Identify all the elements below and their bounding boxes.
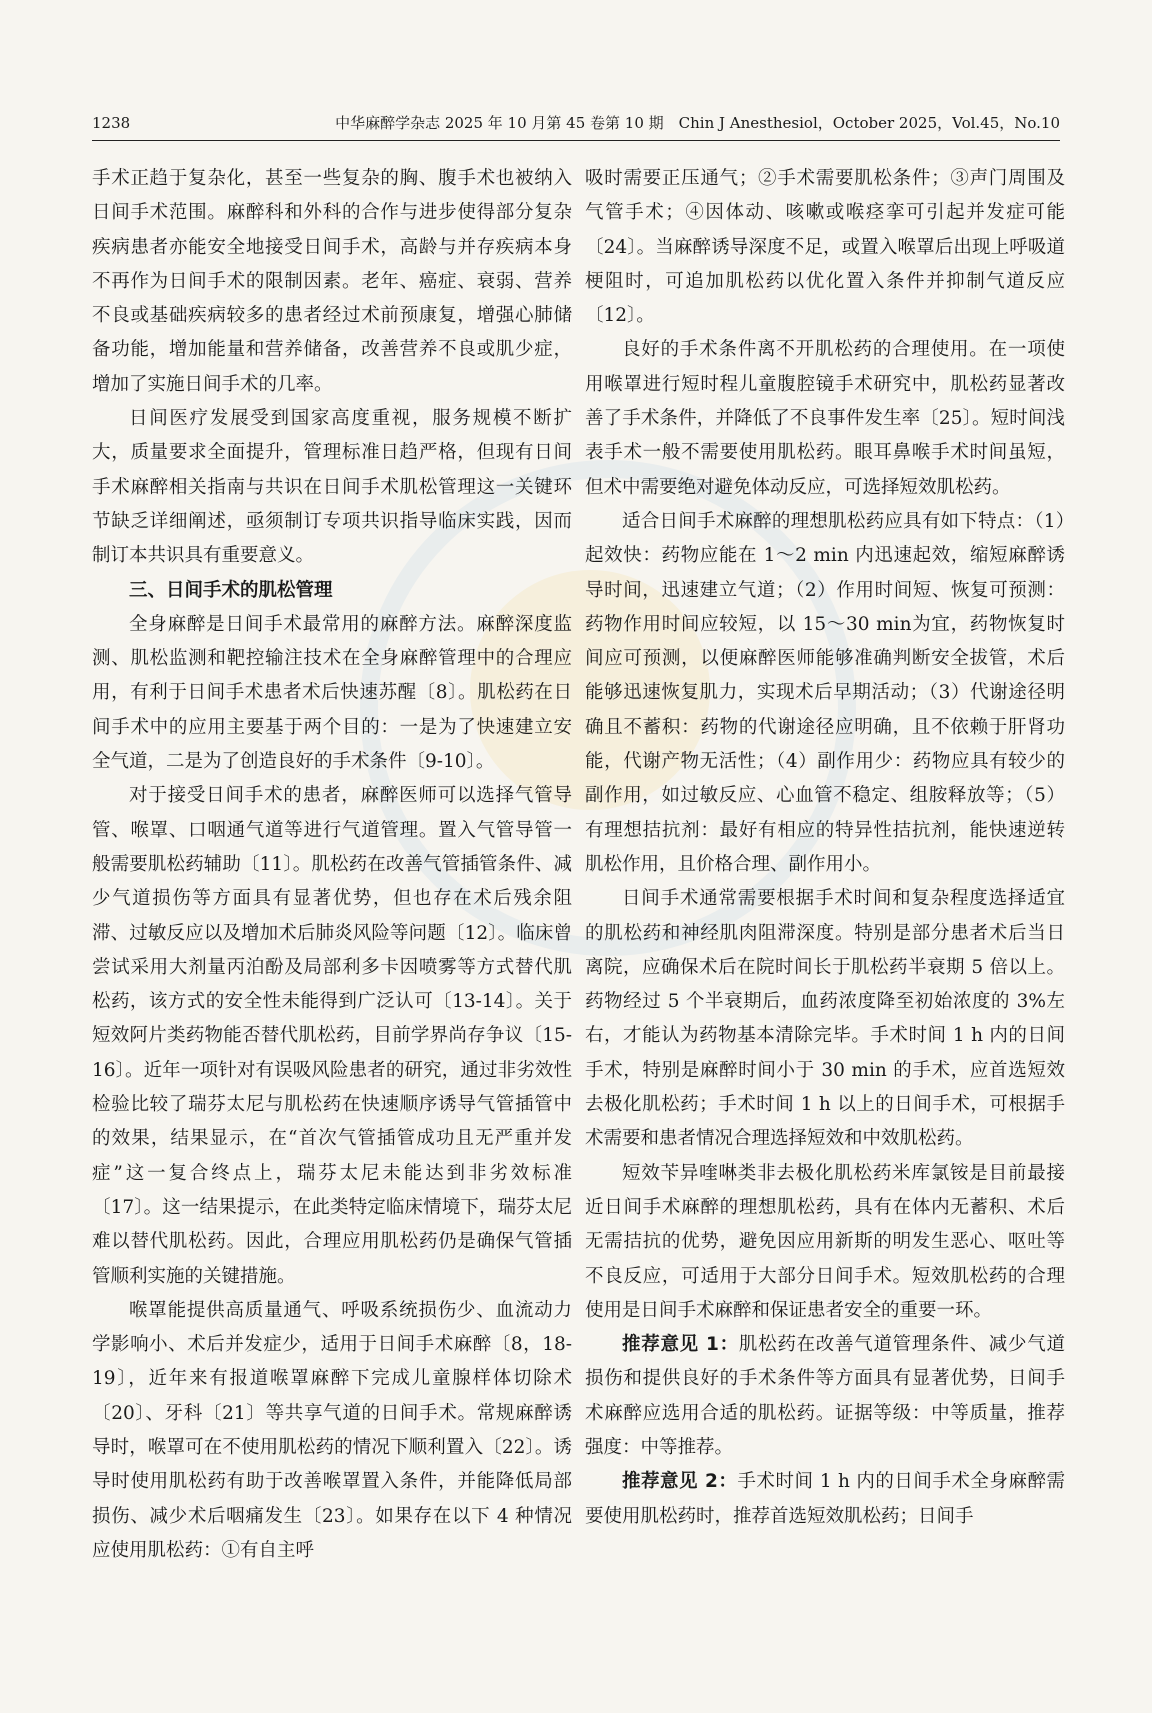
paragraph: 日间手术通常需要根据手术时间和复杂程度选择适宜的肌松药和神经肌肉阻滞深度。特别是部分患者术后当日离院，应确保术后在院时间长于肌松药半衰期 5 倍以上。药物经过 5 个半衰期后，血药浓度降至初始浓度的 3%左右，才能认为药物基本清除完毕。手术时间 1 h 内的日间手术，特别是麻醉时间小于 30 min 的手术，应首选短效去极化肌松药；手术时间 1 h 以上的日间手术，可根据手术需要和患者情况合理选择短效和中效肌松药。 (585, 888, 1065, 1150)
recommendation-text: 手术时间 1 h 内的日间手术全身麻醉需要使用肌松药时，推荐首选短效肌松药；日间手 (585, 1471, 1065, 1527)
section-heading: 三、日间手术的肌松管理 (129, 579, 333, 601)
paragraph: 全身麻醉是日间手术最常用的麻醉方法。麻醉深度监测、肌松监测和靶控输注技术在全身麻醉管理中的合理应用，有利于日间手术患者术后快速苏醒〔8〕。肌松药在日间手术中的应用主要基于两个目的：一是为了快速建立安全气道，二是为了创造良好的手术条件〔9-10〕。 (92, 613, 572, 773)
paragraph: 手术正趋于复杂化，甚至一些复杂的胸、腹手术也被纳入日间手术范围。麻醉科和外科的合作与进步使得部分复杂疾病患者亦能安全地接受日间手术，高龄与并存疾病本身不再作为日间手术的限制因素。老年、癌症、衰弱、营养不良或基础疾病较多的患者经过术前预康复，增强心肺储备功能，增加能量和营养储备，改善营养不良或肌少症，增加了实施日间手术的几率。 (92, 168, 572, 395)
paragraph: 短效苄异喹啉类非去极化肌松药米库氯铵是目前最接近日间手术麻醉的理想肌松药，具有在体内无蓄积、术后无需拮抗的优势，避免因应用新斯的明发生恶心、呕吐等不良反应，可适用于大部分日间手术。短效肌松药的合理使用是日间手术麻醉和保证患者安全的重要一环。 (585, 1162, 1065, 1321)
page-number: 1238 (92, 114, 131, 132)
paragraph: 适合日间手术麻醉的理想肌松药应具有如下特点：（1）起效快：药物应能在 1～2 min 内迅速起效，缩短麻醉诱导时间，迅速建立气道；（2）作用时间短、恢复可预测：药物作用时间应较短，以 15～30 min为宜，药物恢复时间应可预测，以便麻醉医师能够准确判断安全拔管，术后能够迅速恢复肌力，实现术后早期活动；（3）代谢途径明确且不蓄积：药物的代谢途径应明确，且不依赖于肝肾功能，代谢产物无活性；（4）副作用少：药物应具有较少的副作用，如过敏反应、心血管不稳定、组胺释放等；（5）有理想拮抗剂：最好有相应的特异性拮抗剂，能快速逆转肌松作用，且价格合理、副作用小。 (585, 510, 1065, 875)
left-column (92, 162, 572, 1568)
recommendation-label: 推荐意见 2： (622, 1471, 738, 1493)
right-column (585, 162, 1065, 1534)
recommendation-text: 肌松药在改善气道管理条件、减少气道损伤和提供良好的手术条件等方面具有显著优势，日间手术麻醉应选用合适的肌松药。证据等级：中等质量，推荐强度：中等推荐。 (585, 1334, 1065, 1458)
paragraph: 日间医疗发展受到国家高度重视，服务规模不断扩大，质量要求全面提升，管理标准日趋严格，但现有日间手术麻醉相关指南与共识在日间手术肌松管理这一关键环节缺乏详细阐述，亟须制订专项共识指导临床实践，因而制订本共识具有重要意义。 (92, 408, 572, 567)
journal-running-title: 中华麻醉学杂志 2025 年 10 月第 45 卷第 10 期 Chin J Anesthesiol，October 2025，Vol.45，No.10 (335, 114, 1060, 132)
paragraph: 良好的手术条件离不开肌松药的合理使用。在一项使用喉罩进行短时程儿童腹腔镜手术研究中，肌松药显著改善了手术条件，并降低了不良事件发生率〔25〕。短时间浅表手术一般不需要使用肌松药。眼耳鼻喉手术时间虽短，但术中需要绝对避免体动反应，可选择短效肌松药。 (585, 339, 1065, 498)
recommendation-1 (585, 1328, 1065, 1465)
page-header (92, 110, 1060, 141)
paragraph: 对于接受日间手术的患者，麻醉医师可以选择气管导管、喉罩、口咽通气道等进行气道管理。置入气管导管一般需要肌松药辅助〔11〕。肌松药在改善气管插管条件、减少气道损伤等方面具有显著优势，但也存在术后残余阻滞、过敏反应以及增加术后肺炎风险等问题〔12〕。临床曾尝试采用大剂量丙泊酚及局部利多卡因喷雾等方式替代肌松药，该方式的安全性未能得到广泛认可〔13-14〕。关于短效阿片类药物能否替代肌松药，目前学界尚存争议〔15-16〕。近年一项针对有误吸风险患者的研究，通过非劣效性检验比较了瑞芬太尼与肌松药在快速顺序诱导气管插管中的效果，结果显示，在“首次气管插管成功且无严重并发症”这一复合终点上，瑞芬太尼未能达到非劣效标准〔17〕。这一结果提示，在此类特定临床情境下，瑞芬太尼难以替代肌松药。因此，合理应用肌松药仍是确保气管插管顺利实施的关键措施。 (92, 785, 572, 1287)
paragraph: 喉罩能提供高质量通气、呼吸系统损伤少、血流动力学影响小、术后并发症少，适用于日间手术麻醉〔8，18-19〕，近年来有报道喉罩麻醉下完成儿童腺样体切除术〔20〕、牙科〔21〕等共享气道的日间手术。常规麻醉诱导时，喉罩可在不使用肌松药的情况下顺利置入〔22〕。诱导时使用肌松药有助于改善喉罩置入条件，并能降低局部损伤、减少术后咽痛发生〔23〕。如果存在以下 4 种情况应使用肌松药：①有自主呼 (92, 1299, 572, 1561)
paragraph: 吸时需要正压通气；②手术需要肌松条件；③声门周围及气管手术；④因体动、咳嗽或喉痉挛可引起并发症可能〔24〕。当麻醉诱导深度不足，或置入喉罩后出现上呼吸道梗阻时，可追加肌松药以优化置入条件并抑制气道反应〔12〕。 (585, 168, 1065, 327)
recommendation-2 (585, 1465, 1065, 1534)
recommendation-label: 推荐意见 1： (622, 1334, 739, 1356)
